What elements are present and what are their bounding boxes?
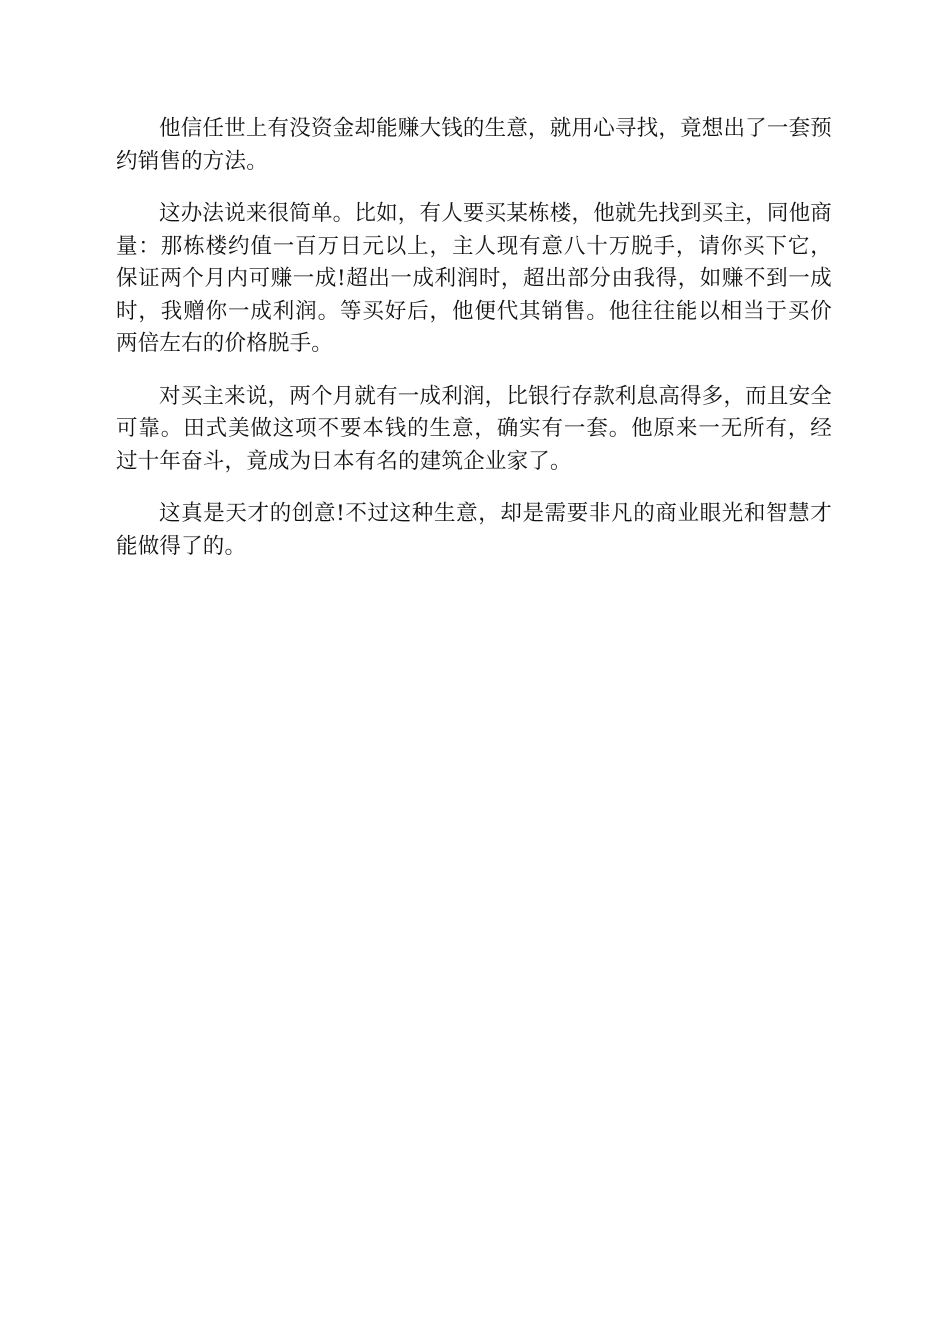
document-body <box>116 113 832 583</box>
paragraph-3: 对买主来说，两个月就有一成利润，比银行存款利息高得多，而且安全可靠。田式美做这项不要本钱的生意，确实有一套。他原来一无所有，经过十年奋斗，竟成为日本有名的建筑企业家了。 <box>116 383 832 474</box>
paragraph-2: 这办法说来很简单。比如，有人要买某栋楼，他就先找到买主，同他商量：那栋楼约值一百万日元以上，主人现有意八十万脱手，请你买下它，保证两个月内可赚一成!超出一成利润时，超出部分由我得，如赚不到一成时，我赠你一成利润。等买好后，他便代其销售。他往往能以相当于买价两倍左右的价格脱手。 <box>116 201 832 356</box>
paragraph-1: 他信任世上有没资金却能赚大钱的生意，就用心寻找，竟想出了一套预约销售的方法。 <box>116 116 832 174</box>
paragraph-4: 这真是天才的创意!不过这种生意，却是需要非凡的商业眼光和智慧才能做得了的。 <box>116 501 832 559</box>
